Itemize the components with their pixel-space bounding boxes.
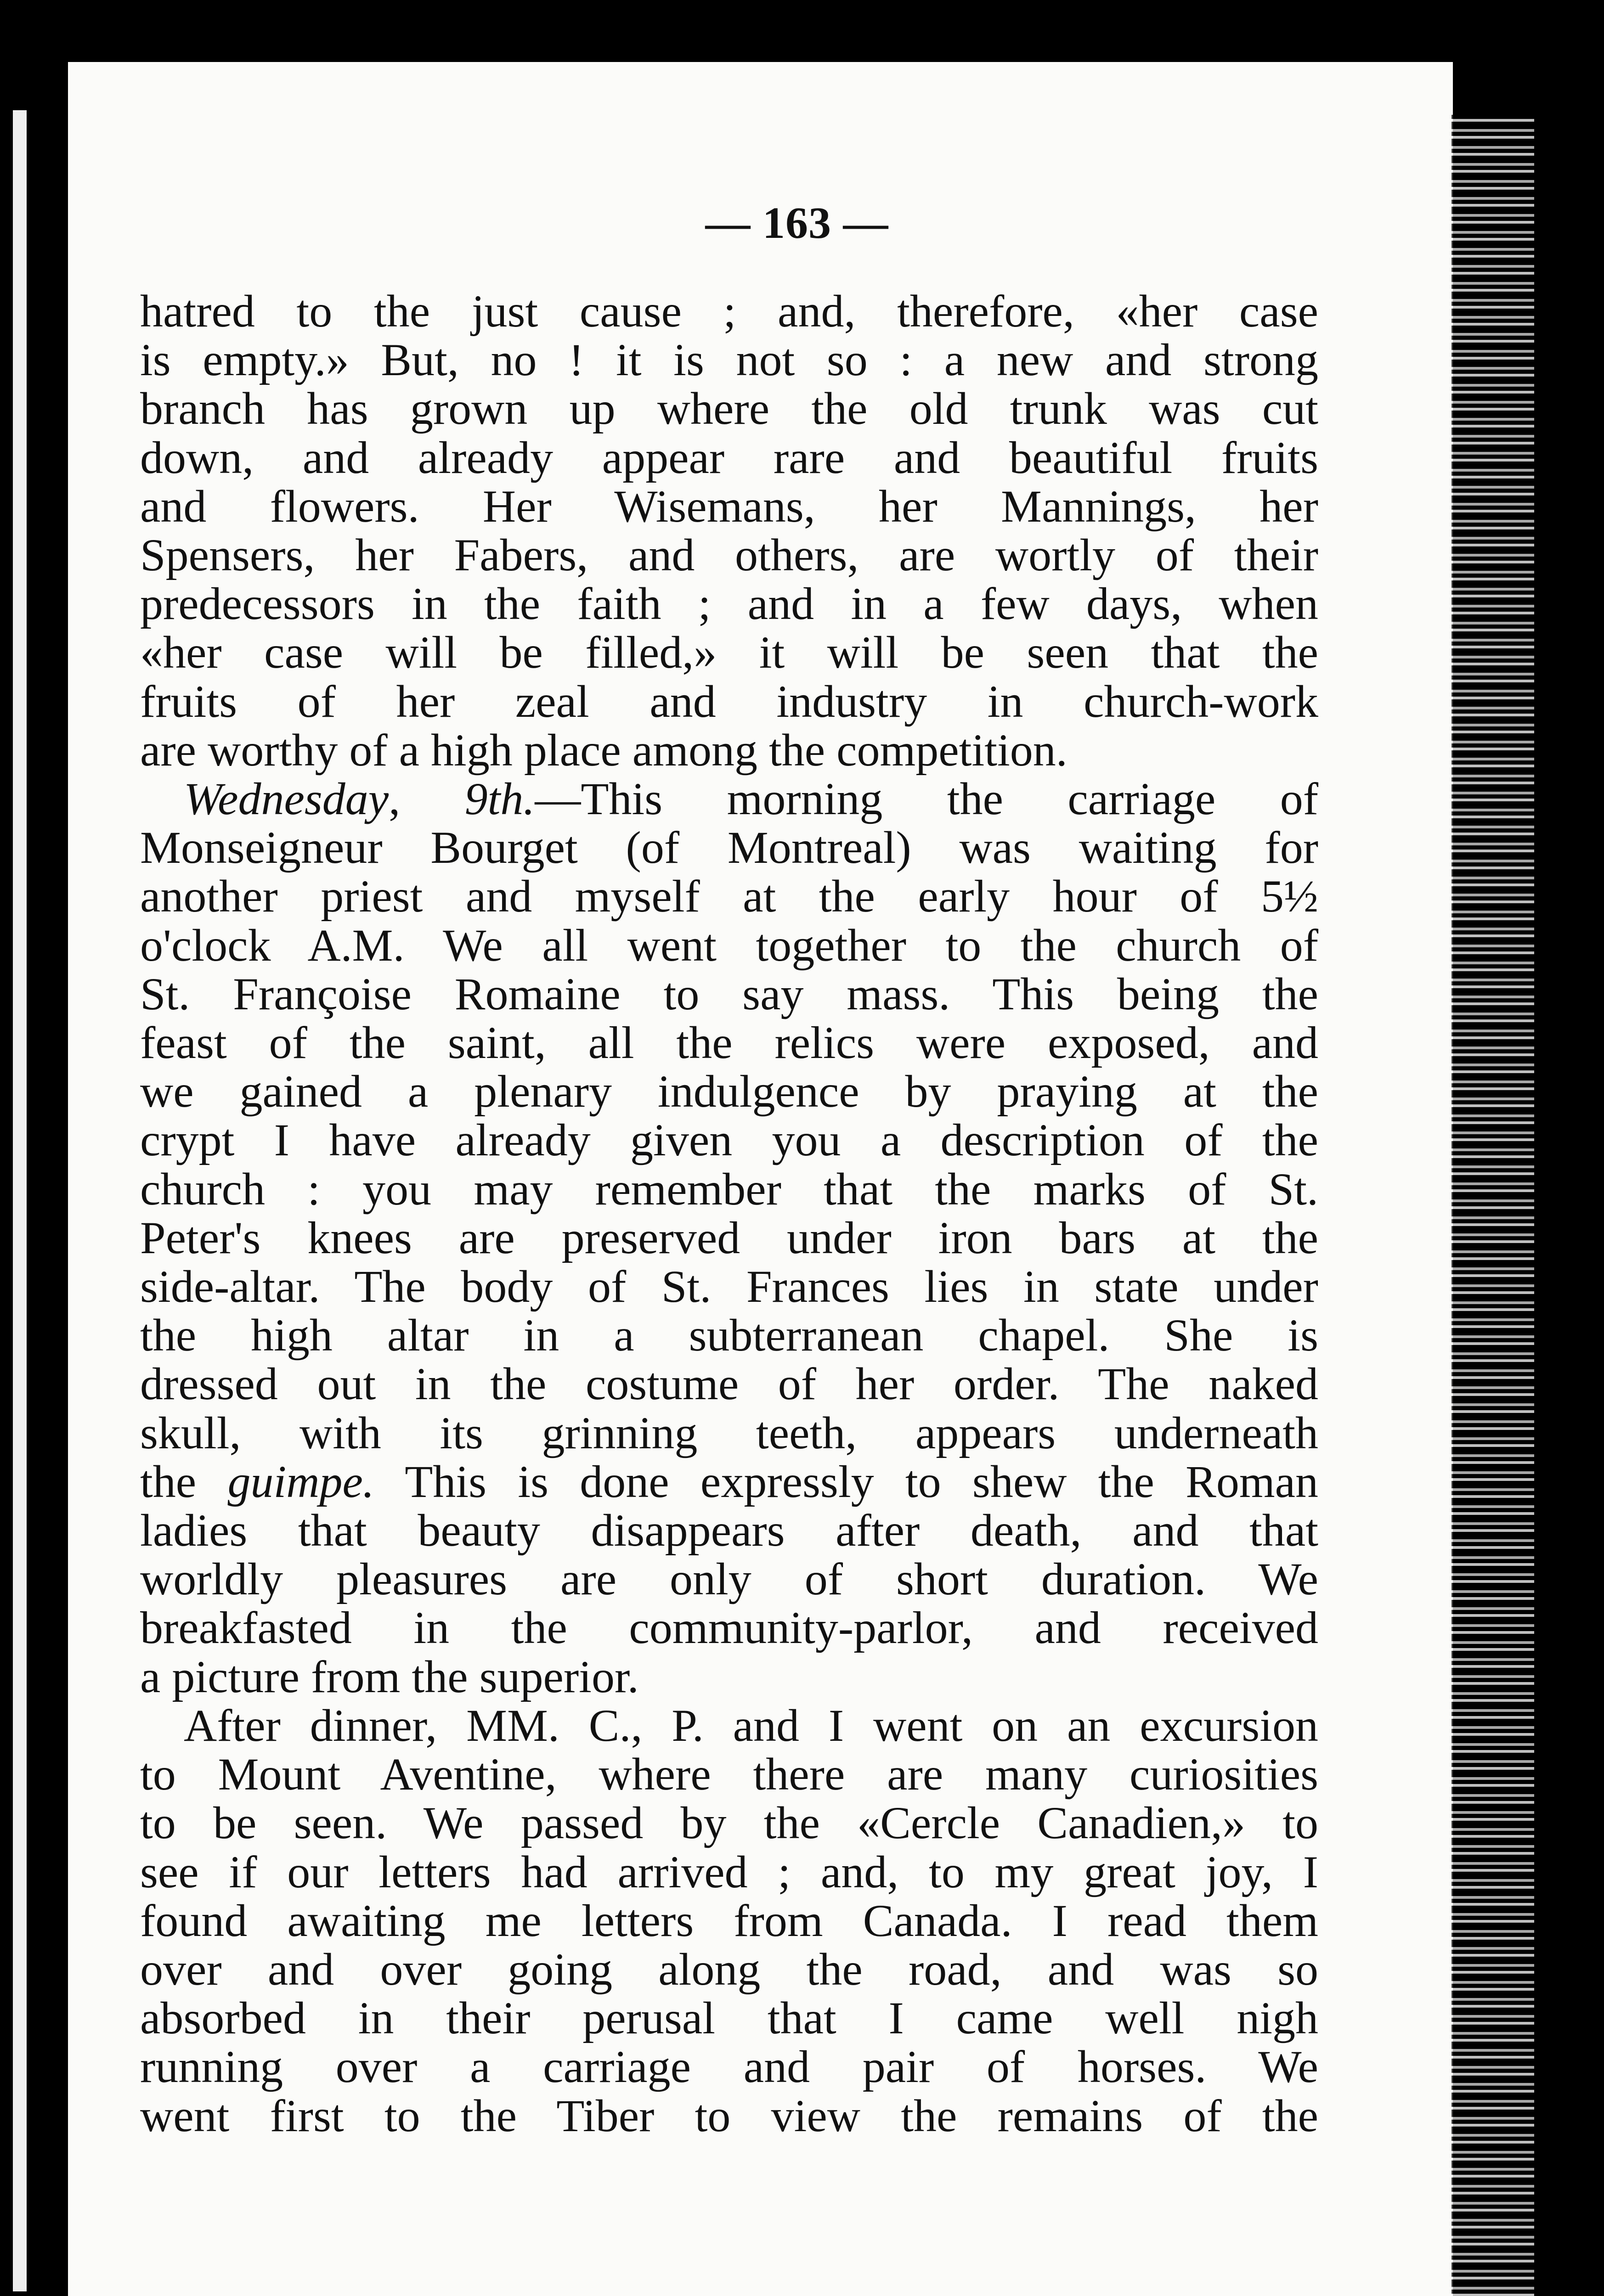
text-line: o'clock A.M. We all went together to the church of: [140, 919, 1318, 971]
text-line: are worthy of a high place among the competition.: [140, 724, 1067, 776]
facing-page-edge: [13, 110, 27, 2291]
text-line: «her case will be filled,» it will be seen that the: [140, 627, 1318, 678]
page-edge-speckle: [1452, 115, 1534, 2296]
text-line: skull, with its grinning teeth, appears underneath: [140, 1407, 1318, 1458]
text-line: predecessors in the faith ; and in a few days, when: [140, 578, 1318, 630]
text-line: we gained a plenary indulgence by praying at the: [140, 1066, 1318, 1117]
text-line: breakfasted in the community-parlor, and received: [140, 1602, 1318, 1654]
text-line: see if our letters had arrived ; and, to my great joy, I: [140, 1846, 1318, 1897]
text-line: feast of the saint, all the relics were exposed, and: [140, 1017, 1318, 1069]
text-line: worldly pleasures are only of short duration. We: [140, 1553, 1318, 1605]
text-line: side-altar. The body of St. Frances lies in state under: [140, 1261, 1318, 1312]
text-line: dressed out in the costume of her order. The naked: [140, 1358, 1318, 1410]
text-line: down, and already appear rare and beautiful fruits: [140, 432, 1318, 483]
text-line: went first to the Tiber to view the remains of the: [140, 2090, 1318, 2141]
text-line: Monseigneur Bourget (of Montreal) was waiting for: [140, 822, 1318, 873]
text-line: running over a carriage and pair of horses. We: [140, 2041, 1318, 2093]
text-line: hatred to the just cause ; and, therefore, «her case: [140, 286, 1318, 337]
text-line: the high altar in a subterranean chapel. She is: [140, 1310, 1318, 1361]
text-line: ladies that beauty disappears after death, and that: [140, 1505, 1318, 1556]
text-line: St. Françoise Romaine to say mass. This being the: [140, 968, 1318, 1019]
text-line: Wednesday, 9th.—This morning the carriage of: [184, 773, 1318, 825]
text-line: over and over going along the road, and was so: [140, 1943, 1318, 1995]
text-line: absorbed in their perusal that I came well nigh: [140, 1992, 1318, 2044]
text-line: to be seen. We passed by the «Cercle Canadien,» to: [140, 1797, 1318, 1849]
scan-left-shadow: [0, 0, 68, 2296]
text-line: the guimpe. This is done expressly to shew the Roman: [140, 1456, 1318, 1507]
text-line: found awaiting me letters from Canada. I read them: [140, 1895, 1318, 1946]
text-line: fruits of her zeal and industry in church-work: [140, 675, 1318, 727]
text-line: church : you may remember that the marks of St.: [140, 1163, 1318, 1215]
text-line: and flowers. Her Wisemans, her Mannings, her: [140, 480, 1318, 532]
text-line: a picture from the superior.: [140, 1651, 639, 1702]
text-line: crypt I have already given you a description of the: [140, 1114, 1318, 1166]
text-line: Spensers, her Fabers, and others, are wortly of their: [140, 529, 1318, 581]
text-line: to Mount Aventine, where there are many curiosities: [140, 1749, 1318, 1800]
text-line: is empty.» But, no ! it is not so : a new and strong: [140, 334, 1318, 386]
body-text: [140, 287, 1318, 2140]
text-line: another priest and myself at the early hour of 5½: [140, 871, 1318, 922]
text-line: branch has grown up where the old trunk was cut: [140, 383, 1318, 434]
text-line: After dinner, MM. C., P. and I went on an excursion: [184, 1699, 1318, 1751]
text-line: Peter's knees are preserved under iron bars at the: [140, 1212, 1318, 1263]
page-number: — 163 —: [705, 198, 889, 248]
